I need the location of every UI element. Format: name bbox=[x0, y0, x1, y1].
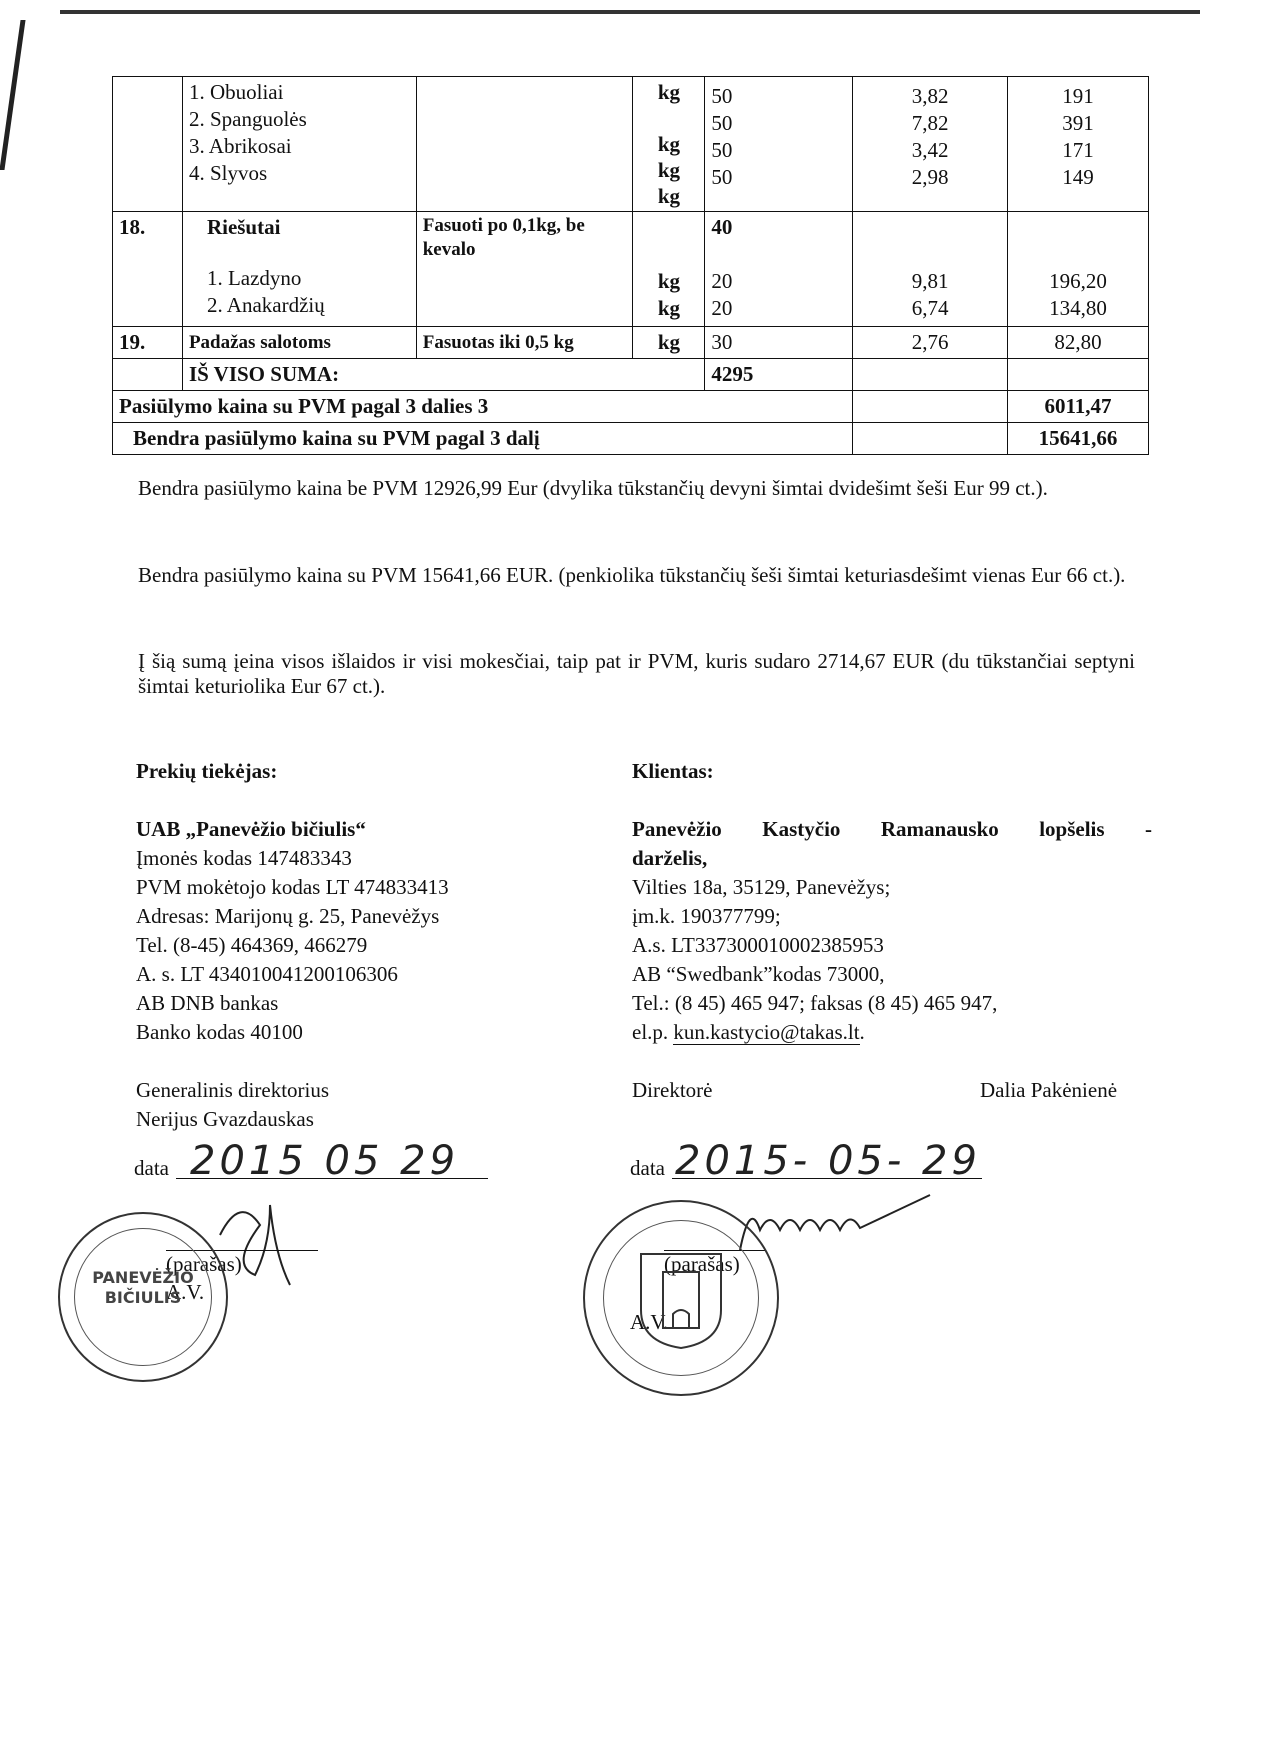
text-line: AB “Swedbank”kodas 73000, bbox=[632, 962, 885, 986]
text-line: 149 bbox=[1062, 165, 1094, 189]
text-line: kg bbox=[657, 184, 681, 208]
prices bbox=[853, 212, 1008, 327]
text-line: 1. Obuoliai bbox=[188, 80, 284, 104]
overall-price-label: Bendra pasiūlymo kaina su PVM pagal 3 dalį bbox=[113, 423, 853, 455]
row-name bbox=[182, 212, 416, 327]
text-line: 9,81 bbox=[911, 269, 949, 293]
text-line: 3. Abrikosai bbox=[188, 134, 292, 158]
client-person: Dalia Pakėnienė bbox=[980, 1078, 1118, 1102]
text-line: 1. Lazdyno bbox=[206, 266, 302, 290]
client-role: Direktorė bbox=[632, 1078, 713, 1102]
text-line: 50 bbox=[711, 138, 733, 162]
units bbox=[633, 212, 705, 327]
sums bbox=[1008, 77, 1149, 212]
text-line: Tel.: (8 45) 465 947; faksas (8 45) 465 947, bbox=[632, 991, 998, 1015]
text-line: Banko kodas 40100 bbox=[136, 1020, 303, 1044]
supplier-stamp: PANEVĖŽIO BIČIULIS bbox=[58, 1212, 228, 1382]
supplier-av-label: A.V. bbox=[166, 1280, 205, 1304]
table-row bbox=[113, 77, 1149, 212]
text-line: 6,74 bbox=[911, 296, 949, 320]
text-line: 391 bbox=[1062, 111, 1094, 135]
supplier-heading: Prekių tiekėjas: bbox=[136, 759, 278, 783]
row-name: Padažas salotoms bbox=[182, 327, 416, 359]
part-price-row bbox=[113, 391, 1149, 423]
client-heading: Klientas: bbox=[632, 759, 714, 783]
text-line: 7,82 bbox=[911, 111, 949, 135]
row-number: 18. bbox=[113, 212, 183, 327]
table-row bbox=[113, 327, 1149, 359]
row-description: Fasuoti po 0,1kg, be kevalo bbox=[416, 212, 633, 327]
text-line: Riešutai bbox=[206, 215, 281, 239]
text-line: Įmonės kodas 147483343 bbox=[136, 846, 352, 870]
text-line: įm.k. 190377799; bbox=[632, 904, 781, 928]
client-date-label: data bbox=[630, 1156, 665, 1180]
text-line: Adresas: Marijonų g. 25, Panevėžys bbox=[136, 904, 440, 928]
client-stamp bbox=[583, 1200, 779, 1396]
text-line: 3,42 bbox=[911, 138, 949, 162]
text-line: kg bbox=[657, 269, 681, 293]
supplier-name: UAB „Panevėžio bičiulis“ bbox=[136, 817, 366, 841]
total-label: IŠ VISO SUMA: bbox=[182, 359, 704, 391]
supplier-role: Generalinis direktorius bbox=[136, 1078, 330, 1102]
client-block bbox=[632, 757, 1152, 1105]
client-handwritten-date: 2015- 05- 29 bbox=[675, 1138, 981, 1184]
text-line: AB DNB bankas bbox=[136, 991, 279, 1015]
supplier-date-label: data bbox=[134, 1156, 169, 1180]
quantity: 30 bbox=[705, 327, 853, 359]
text-line: 2. Spanguolės bbox=[188, 107, 307, 131]
sum: 82,80 bbox=[1008, 327, 1149, 359]
total-row bbox=[113, 359, 1149, 391]
text-line: 4. Slyvos bbox=[188, 161, 268, 185]
text-line: 196,20 bbox=[1049, 269, 1107, 293]
text-line: Vilties 18a, 35129, Panevėžys; bbox=[632, 875, 891, 899]
text-line: kg bbox=[657, 296, 681, 320]
scan-top-border bbox=[60, 10, 1200, 14]
row-description: Fasuotas iki 0,5 kg bbox=[416, 327, 633, 359]
text-line: kg bbox=[657, 80, 681, 104]
supplier-sign-label: (parašas) bbox=[166, 1252, 242, 1276]
text-line: 20 bbox=[711, 269, 733, 293]
text-line: 50 bbox=[711, 84, 733, 108]
text-line: 50 bbox=[711, 165, 733, 189]
price-with-vat-text: Bendra pasiūlymo kaina su PVM 15641,66 EUR. (penkiolika tūkstančių šeši šimtai keturiasdešimt vienas Eur 66 ct.). bbox=[138, 563, 1126, 587]
quantities bbox=[705, 77, 853, 212]
text-line: 40 bbox=[711, 215, 733, 239]
text-line: 2. Anakardžių bbox=[206, 293, 325, 317]
client-name: Panevėžio Kastyčio Ramanausko lopšelis - darželis, bbox=[632, 817, 1152, 870]
price-without-vat-text: Bendra pasiūlymo kaina be PVM 12926,99 Eur (dvylika tūkstančių devyni šimtai dvidešimt šeši Eur 99 ct.). bbox=[138, 476, 1048, 500]
supplier-handwritten-date: 2015 05 29 bbox=[190, 1138, 460, 1184]
sums bbox=[1008, 212, 1149, 327]
text-line: 2,98 bbox=[911, 165, 949, 189]
client-email-link[interactable]: kun.kastycio@takas.lt bbox=[673, 1020, 860, 1044]
vat-included-text: Į šią sumą įeina visos išlaidos ir visi mokesčiai, taip pat ir PVM, kuris sudaro 2714,67 EUR (du tūkstančiai septyni šimtai keturiolika Eur 67 ct.). bbox=[138, 649, 1135, 698]
prices bbox=[853, 77, 1008, 212]
client-av-label: A.V. bbox=[630, 1310, 669, 1334]
price-table bbox=[112, 76, 1149, 455]
text-line: 3,82 bbox=[911, 84, 949, 108]
text-line: A. s. LT 434010041200106306 bbox=[136, 962, 398, 986]
item-names bbox=[182, 77, 416, 212]
text-line: kg bbox=[657, 158, 681, 182]
text-line: . bbox=[859, 1020, 865, 1044]
coat-of-arms-icon bbox=[635, 1250, 727, 1350]
client-sign-label: (parašas) bbox=[664, 1252, 740, 1276]
text-line: 171 bbox=[1062, 138, 1094, 162]
part-price-value: 6011,47 bbox=[1008, 391, 1149, 423]
text-line: Tel. (8-45) 464369, 466279 bbox=[136, 933, 368, 957]
unit: kg bbox=[633, 327, 705, 359]
text-line: 191 bbox=[1062, 84, 1094, 108]
text-line: 134,80 bbox=[1049, 296, 1107, 320]
units bbox=[633, 77, 705, 212]
overall-price-row bbox=[113, 423, 1149, 455]
text-line: 20 bbox=[711, 296, 733, 320]
text-line: PVM mokėtojo kodas LT 474833413 bbox=[136, 875, 449, 899]
text-line: el.p. bbox=[632, 1020, 674, 1044]
overall-price-value: 15641,66 bbox=[1008, 423, 1149, 455]
price: 2,76 bbox=[853, 327, 1008, 359]
total-quantity: 4295 bbox=[705, 359, 853, 391]
quantities bbox=[705, 212, 853, 327]
text-line: kg bbox=[657, 132, 681, 156]
text-line: A.s. LT337300010002385953 bbox=[632, 933, 884, 957]
supplier-block bbox=[136, 757, 449, 1134]
part-price-label: Pasiūlymo kaina su PVM pagal 3 dalies 3 bbox=[113, 391, 853, 423]
scan-left-mark bbox=[0, 20, 26, 170]
row-number: 19. bbox=[113, 327, 183, 359]
supplier-person: Nerijus Gvazdauskas bbox=[136, 1107, 314, 1131]
text-line: 50 bbox=[711, 111, 733, 135]
table-row bbox=[113, 212, 1149, 327]
